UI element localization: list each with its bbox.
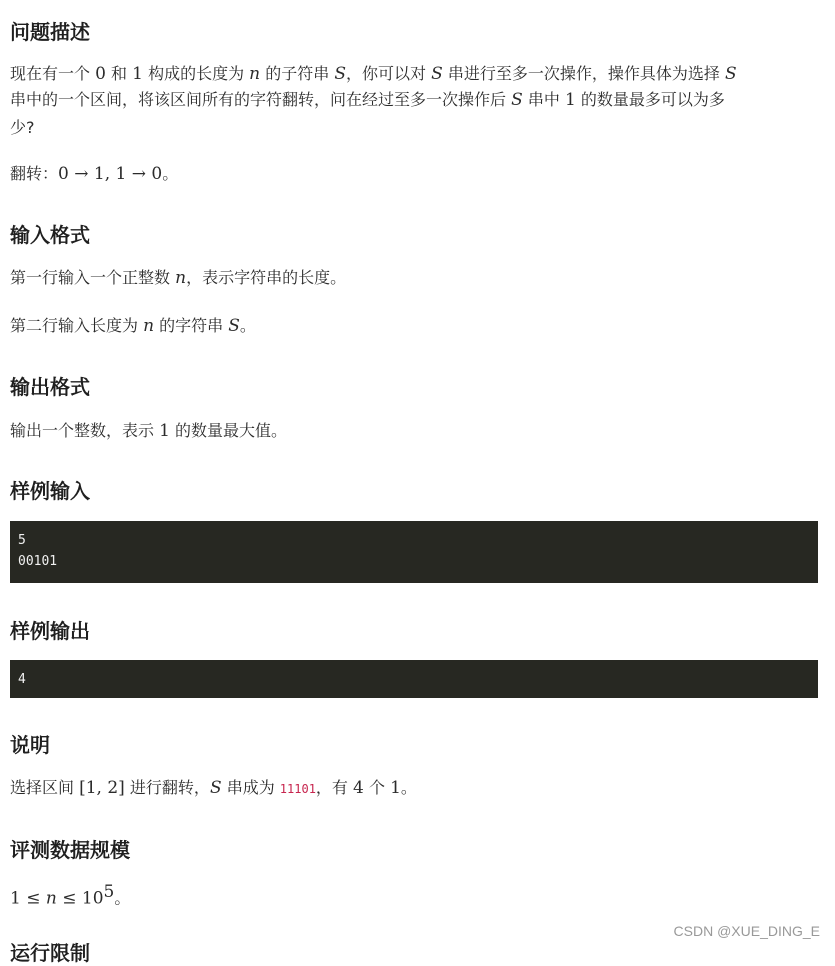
problem-description-heading: 问题描述 <box>10 20 90 44</box>
inline-code-result: 11101 <box>279 782 316 796</box>
explanation-line: 选择区间 [1, 2] 进行翻转，S 串成为 11101，有 4 个 1。 <box>10 778 417 798</box>
output-format-line: 输出一个整数，表示 1 的数量最大值。 <box>10 421 288 441</box>
input-format-line2: 第二行输入长度为 n 的字符串 S。 <box>10 316 256 336</box>
explanation-heading: 说明 <box>10 733 50 757</box>
sample-output-heading: 样例输出 <box>10 619 90 643</box>
output-format-heading: 输出格式 <box>10 375 90 399</box>
runtime-limit-heading: 运行限制 <box>10 941 90 965</box>
sample-input-code-block[interactable] <box>10 521 818 583</box>
data-scale-constraint: $1 \le n \le 10^5$。 <box>10 882 131 909</box>
input-format-line1: 第一行输入一个正整数 n，表示字符串的长度。 <box>10 268 347 288</box>
sample-input-line2: 00101 <box>18 554 58 569</box>
problem-paragraph-line1: 现在有一个 0 和 1 构成的长度为 n 的子符串 S，你可以对 S 串进行至多一次操作，操作具体为选择 S <box>10 64 737 84</box>
problem-paragraph-line3: 少? <box>10 118 35 137</box>
sample-output-code-block[interactable] <box>10 660 818 698</box>
data-scale-heading: 评测数据规模 <box>10 838 130 862</box>
sample-input-line1: 5 <box>18 533 26 548</box>
sample-output-line1: 4 <box>18 672 26 687</box>
sample-input-heading: 样例输入 <box>10 479 90 503</box>
problem-paragraph-line2: 串中的一个区间，将该区间所有的字符翻转，问在经过至多一次操作后 S 串中 1 的数量最多可以为多 <box>10 90 725 110</box>
input-format-heading: 输入格式 <box>10 223 90 247</box>
flip-definition: 翻转：0 → 1, 1 → 0。 <box>10 164 179 184</box>
csdn-watermark: CSDN @XUE_DING_E <box>673 923 820 939</box>
